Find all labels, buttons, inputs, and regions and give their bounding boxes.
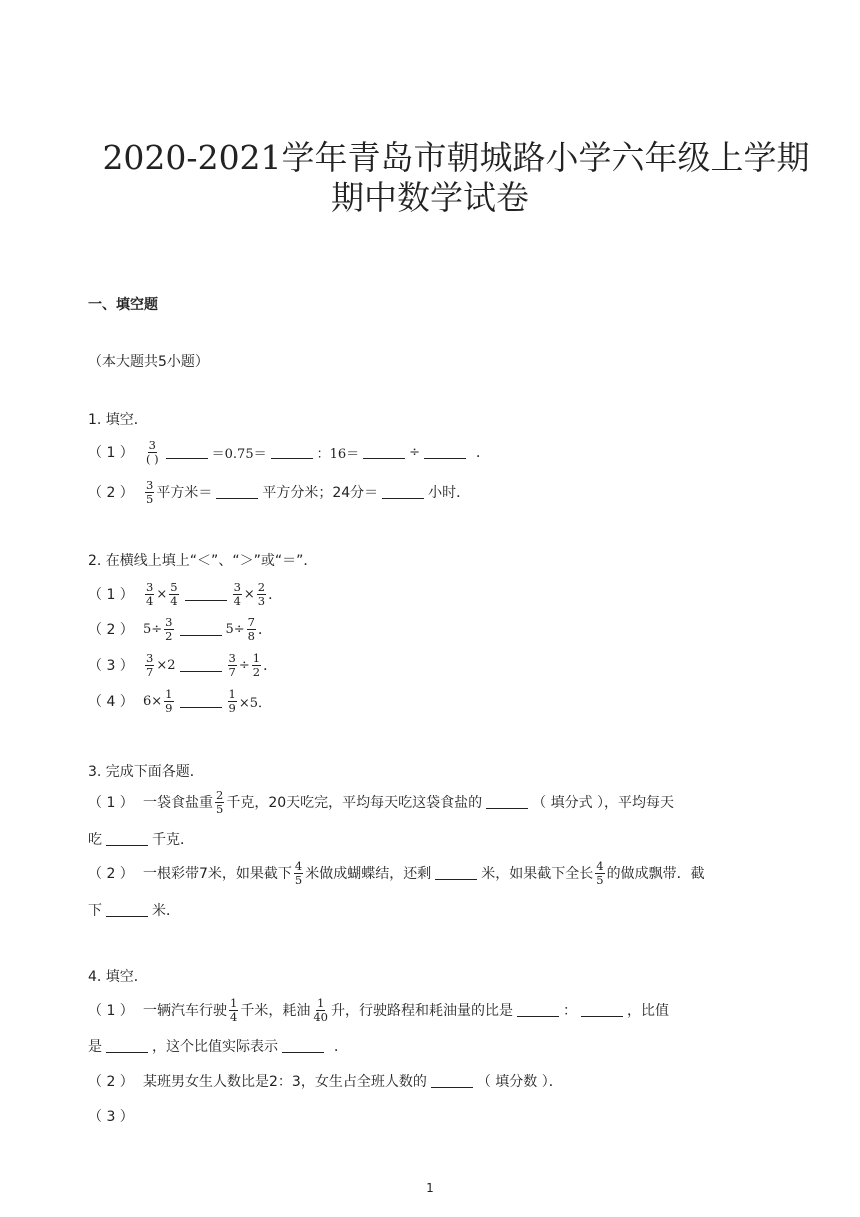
q4-part2: （ 2 ） 某班男女生人数比是2：3，女生占全班人数的 （ 填分数 ）． xyxy=(88,1074,563,1090)
fraction: $\frac{7}{8}$ xyxy=(247,614,255,643)
answer-blank[interactable] xyxy=(180,622,222,636)
answer-blank[interactable] xyxy=(431,1074,473,1088)
q2-stem: 2. 在横线上填上“＜”、“＞”或“＝”． xyxy=(88,553,318,569)
page-number: 1 xyxy=(426,1181,434,1195)
fraction: $\frac{1}{40}$ xyxy=(313,995,328,1024)
fraction: $\frac{3}{5}$ xyxy=(146,477,154,506)
q1-part1-label: （ 1 ） xyxy=(88,445,134,461)
fraction: $\frac{3}{2}$ xyxy=(165,614,173,643)
q3-part1-cont: 吃 千克． xyxy=(88,832,194,848)
answer-blank[interactable] xyxy=(180,694,222,708)
answer-blank[interactable] xyxy=(271,445,313,459)
exam-title-line2: 期中数学试卷 xyxy=(331,178,529,217)
fraction: $\frac{5}{4}$ xyxy=(170,579,178,608)
answer-blank[interactable] xyxy=(166,445,208,459)
fraction: $\frac{1}{9}$ xyxy=(228,686,236,715)
q3-part2: （ 2 ） 一根彩带7米，如果截下 $\frac{4}{5}$ 米做成蝴蝶结，还剩 米，如果截下全长 $\frac{4}{5}$ 的做成飘带．截 xyxy=(88,858,705,887)
exam-title-line1: 2020-2021学年青岛市朝城路小学六年级上学期 xyxy=(102,138,810,177)
fraction: $\frac{3}{4}$ xyxy=(233,579,241,608)
fraction: $\frac{2}{5}$ xyxy=(216,787,224,816)
answer-blank[interactable] xyxy=(517,1003,559,1017)
fraction: $\frac{1}{9}$ xyxy=(165,686,173,715)
q4-stem: 4. 填空． xyxy=(88,969,148,985)
q3-part1: （ 1 ） 一袋食盐重 $\frac{2}{5}$ 千克，20天吃完，平均每天吃这袋食盐的 （ 填分式 ），平均每天 xyxy=(88,787,675,816)
answer-blank[interactable] xyxy=(363,445,405,459)
fraction: $\frac{3}{7}$ xyxy=(228,650,236,679)
fraction: $\frac{4}{5}$ xyxy=(294,858,303,887)
fraction: $\frac{1}{2}$ xyxy=(252,650,261,679)
answer-blank[interactable] xyxy=(382,485,424,499)
q2-row4: （ 4 ） 6× $\frac{1}{9}$ $\frac{1}{9}$ ×5． xyxy=(88,686,271,715)
answer-blank[interactable] xyxy=(282,1039,324,1053)
fraction: $\frac{2}{3}$ xyxy=(257,579,266,608)
fraction: $\frac{4}{5}$ xyxy=(596,858,604,887)
q1-part1: （ 1 ） $\frac{3}{( )}$ ＝0.75＝ ：16＝ ÷ ． xyxy=(88,437,491,466)
q3-part2-cont: 下 米． xyxy=(88,903,180,919)
answer-blank[interactable] xyxy=(106,1039,148,1053)
fraction: $\frac{1}{4}$ xyxy=(230,995,238,1024)
q2-row3: （ 3 ） $\frac{3}{7}$ ×2 $\frac{3}{7}$ ÷ $\frac{1}{2}$ ． xyxy=(88,650,278,679)
fraction: $\frac{3}{4}$ xyxy=(146,579,154,608)
q4-part3: （ 3 ） xyxy=(88,1109,134,1125)
answer-blank[interactable] xyxy=(216,485,258,499)
q1-fraction: $\frac{3}{( )}$ xyxy=(146,437,159,466)
q1-part2: （ 2 ） $\frac{3}{5}$ 平方米＝ 平方分米；24分＝ 小时． xyxy=(88,477,471,506)
answer-blank[interactable] xyxy=(435,866,477,880)
answer-blank[interactable] xyxy=(106,832,148,846)
fraction: $\frac{3}{7}$ xyxy=(146,650,154,679)
q3-stem: 3. 完成下面各题． xyxy=(88,764,204,780)
q2-row2: （ 2 ） 5÷ $\frac{3}{2}$ 5÷ $\frac{7}{8}$ ． xyxy=(88,614,272,643)
q4-part1: （ 1 ） 一辆汽车行驶 $\frac{1}{4}$ 千米，耗油 $\frac{1}{40}$ 升，行驶路程和耗油量的比是 ： ，比值 xyxy=(88,995,669,1024)
answer-blank[interactable] xyxy=(581,1003,623,1017)
answer-blank[interactable] xyxy=(424,445,466,459)
q1-stem: 1. 填空． xyxy=(88,412,148,428)
section-note: （本大题共5小题） xyxy=(88,354,209,370)
q2-row1: （ 1 ） $\frac{3}{4}$ × $\frac{5}{4}$ $\frac{3}{4}$ × $\frac{2}{3}$ ． xyxy=(88,579,283,608)
q4-part1-cont: 是 ，这个比值实际表示 ． xyxy=(88,1039,348,1055)
answer-blank[interactable] xyxy=(180,658,222,672)
answer-blank[interactable] xyxy=(486,795,528,809)
answer-blank[interactable] xyxy=(106,903,148,917)
section-heading: 一、填空题 xyxy=(88,297,158,313)
answer-blank[interactable] xyxy=(185,587,227,601)
